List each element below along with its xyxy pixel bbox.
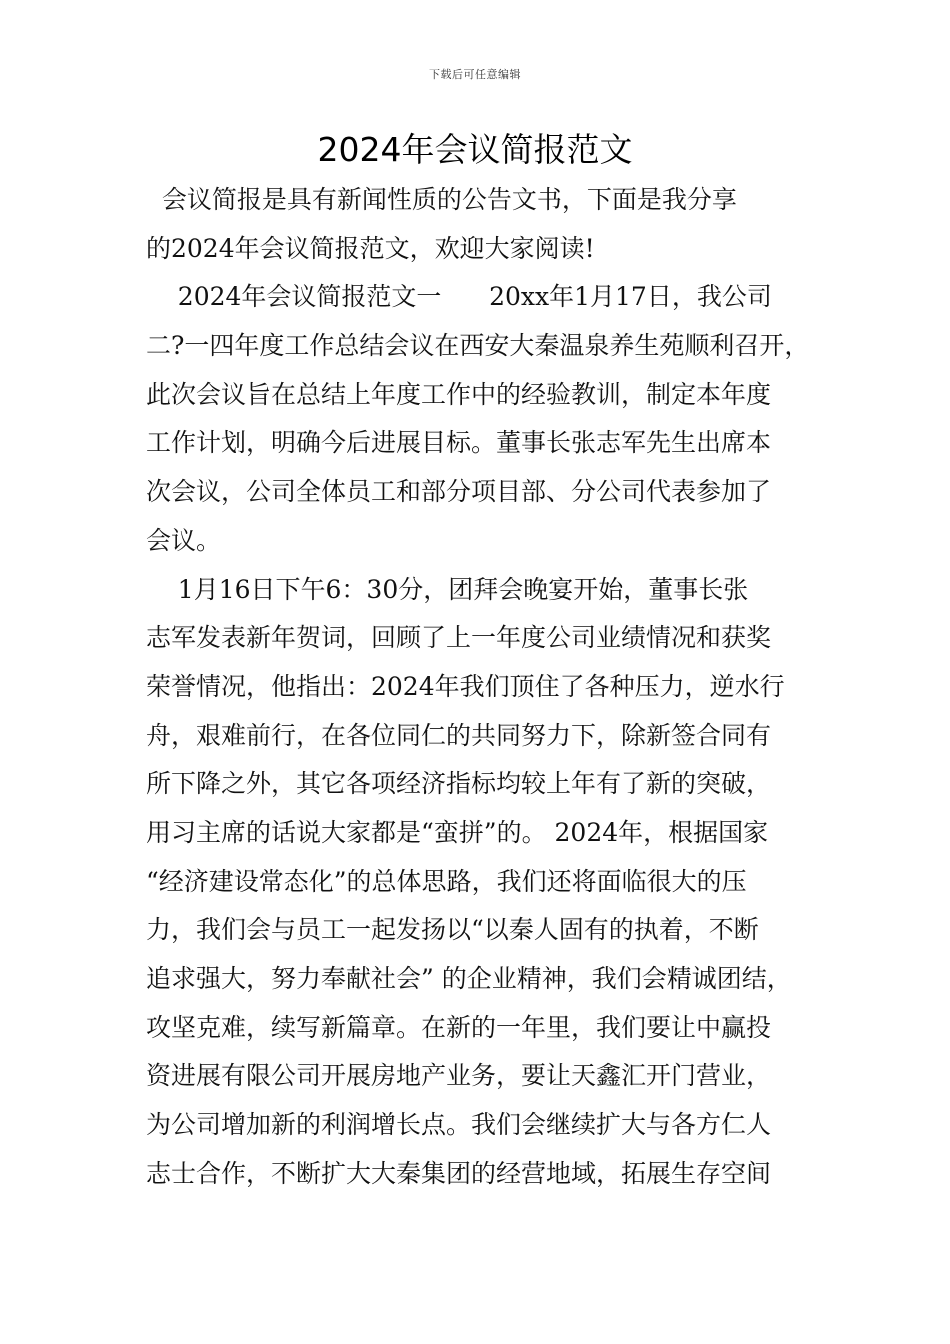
body-line: 1月16日下午6：30分，团拜会晚宴开始，董事长张 [146, 574, 749, 604]
body-line: 舟，艰难前行，在各位同仁的共同努力下，除新签合同有 [146, 720, 772, 750]
body-line: 志军发表新年贺词，回顾了上一年度公司业绩情况和获奖 [146, 623, 772, 653]
body-line: 2024年会议简报范文一 20xx年1月17日，我公司 [146, 282, 772, 312]
document-body [146, 176, 810, 1198]
body-line: 荣誉情况，他指出：2024年我们顶住了各种压力，逆水行 [146, 671, 785, 701]
body-line: 次会议，公司全体员工和部分项目部、分公司代表参加了 [146, 477, 772, 507]
body-line: “经济建设常态化”的总体思路，我们还将面临很大的压 [146, 866, 747, 896]
body-line: 力，我们会与员工一起发扬以“以秦人固有的执着，不断 [146, 915, 759, 945]
body-line: 工作计划，明确今后进展目标。董事长张志军先生出席本 [146, 428, 772, 458]
body-line: 志士合作，不断扩大大秦集团的经营地域，拓展生存空间 [146, 1158, 772, 1188]
body-line: 攻坚克难，续写新篇章。在新的一年里，我们要让中赢投 [146, 1012, 772, 1042]
body-line: 用习主席的话说大家都是“蛮拼”的。 2024年，根据国家 [146, 817, 769, 847]
header-note: 下载后可任意编辑 [429, 68, 521, 81]
body-line: 追求强大，努力奉献社会” 的企业精神，我们会精诚团结， [146, 964, 792, 993]
body-line: 为公司增加新的利润增长点。我们会继续扩大与各方仁人 [146, 1110, 772, 1140]
body-line: 此次会议旨在总结上年度工作中的经验教训，制定本年度 [146, 379, 772, 409]
body-line: 会议简报是具有新闻性质的公告文书，下面是我分享 [146, 185, 737, 214]
document-title: 2024年会议简报范文 [317, 130, 633, 169]
body-line: 资进展有限公司开展房地产业务，要让天鑫汇开门营业， [146, 1061, 772, 1091]
body-line: 所下降之外，其它各项经济指标均较上年有了新的突破， [146, 769, 772, 799]
body-line: 的2024年会议简报范文，欢迎大家阅读! [146, 233, 595, 263]
body-line: 二?一四年度工作总结会议在西安大秦温泉养生苑顺利召开， [146, 331, 810, 361]
body-line: 会议。 [146, 525, 222, 555]
